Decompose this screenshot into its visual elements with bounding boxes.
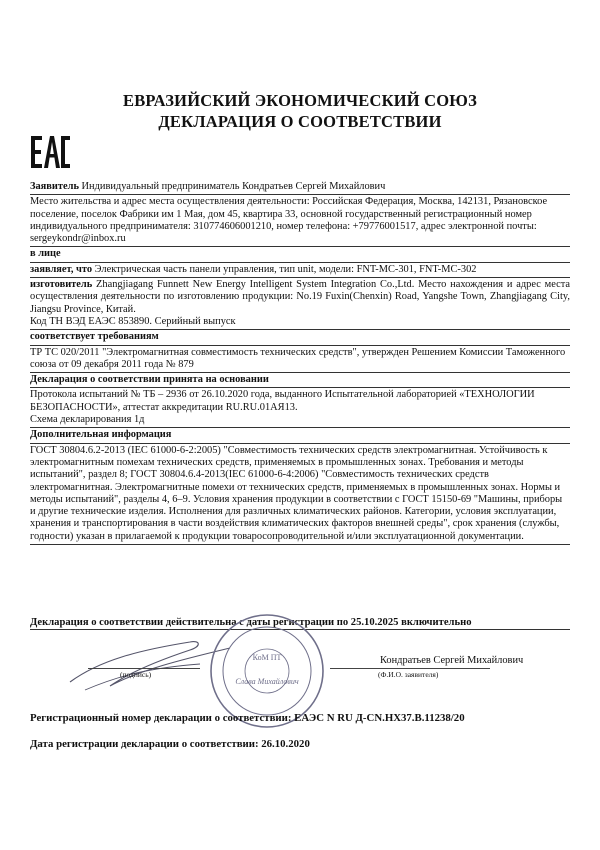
manufacturer-text xyxy=(30,279,570,316)
signer-name: Кондратьев Сергей Михайлович xyxy=(380,655,524,666)
name-line xyxy=(330,668,490,669)
validity-statement: Декларация о соответствии действительна с даты регистрации по 25.10.2025 включительно xyxy=(30,617,570,630)
manufacturer-label: изготовитель xyxy=(30,279,93,291)
svg-text:КоМ ПТ: КоМ ПТ xyxy=(252,653,282,662)
declaration-body xyxy=(30,180,570,545)
applicant-value: Индивидуальный предприниматель Кондратьев Сергей Михайлович xyxy=(78,181,386,192)
union-title: ЕВРАЗИЙСКИЙ ЭКОНОМИЧЕСКИЙ СОЮЗ xyxy=(122,91,477,110)
declares-label: заявляет, что xyxy=(30,263,93,275)
basis-scheme: Схема декларирования 1д xyxy=(30,414,145,426)
signature-line xyxy=(88,668,200,669)
person-label: в лице xyxy=(30,248,61,260)
name-caption: (Ф.И.О. заявителя) xyxy=(378,670,439,679)
eac-logo-icon xyxy=(30,132,70,172)
basis-label: Декларация о соответствии принята на основании xyxy=(30,373,570,388)
declares-value: Электрическая часть панели управления, тип unit, модели: FNT-MC-301, FNT-MC-302 xyxy=(92,263,477,275)
applicant-label: Заявитель xyxy=(30,181,79,192)
hs-code: Код ТН ВЭД ЕАЭС 853890. Серийный выпуск xyxy=(30,315,236,327)
applicant-section xyxy=(30,180,570,195)
address-text: Место жительства и адрес места осуществления деятельности: Российская Федерация, Москва, 142131, Рязановское поселение, поселок Фабрики им 1 Мая, дом 45, квартира 33, основной государственный регистрационный номер индивидуального предпринимателя: 310774606001210, номер телефона: +79776001517, адрес электронной почты: sergeykondr@inbox.ru xyxy=(30,196,548,245)
basis-section xyxy=(30,388,570,428)
manufacturer-section xyxy=(30,278,570,330)
declares-section xyxy=(30,263,570,278)
manufacturer-value: Zhangjiagang Funnett New Energy Intelligent System Integration Co.,Ltd. Место нахождения и адрес места осуществления деятельности по изготовлению продукции: No.19 Fuxin(Chenxin) Road, Yangshe Town, Zhangjiagang City, Jiangsu Province, Китай. xyxy=(30,279,570,315)
signature-caption: (подпись) xyxy=(120,670,152,679)
person-section xyxy=(30,247,570,262)
registration-number: Регистрационный номер декларации о соответствии: ЕАЭС N RU Д-CN.НХ37.В.11238/20 xyxy=(30,712,465,724)
requirements-value: ТР ТС 020/2011 "Электромагнитная совместимость технических средств", утвержден Решением Комиссии Таможенного союза от 09 декабря 2011 года № 879 xyxy=(30,346,570,374)
declaration-title: ДЕКЛАРАЦИЯ О СООТВЕТСТВИИ xyxy=(158,112,442,131)
requirements-label: соответствует требованиям xyxy=(30,330,570,345)
additional-value: ГОСТ 30804.6.2-2013 (IEC 61000-6-2:2005) "Совместимость технических средств электромагнитная. Устойчивость к электромагнитным помехам технических средств, применяемых в промышленных зонах. Требования и методы испытаний", раздел 8; ГОСТ 30804.6.4-2013(IEC 61000-6-4:2006) "Совместимость технических средств электромагнитная. Электромагнитные помехи от технических средств, применяемых в промышленных зонах. Нормы и методы испытаний", разделы 4, 6–9. Условия хранения продукции в соответствии с ГОСТ 15150-69 "Машины, приборы и другие технические изделия. Исполнения для различных климатических районов. Категории, условия эксплуатации, хранения и транспортирования в части воздействия климатических факторов внешней среды", срок хранения (службы, годности) указан в прилагаемой к продукции товаросопроводительной и/или эксплуатационной документации. xyxy=(30,444,570,545)
basis-value: Протокола испытаний № ТБ – 2936 от 26.10.2020 года, выданного Испытательной лабораторией «ТЕХНОЛОГИИ БЕЗОПАСНОСТИ», аттестат аккредитации RU.RU.01АЯ13. xyxy=(30,389,535,413)
address-section xyxy=(30,195,570,247)
svg-text:Слава Михайлович: Слава Михайлович xyxy=(235,677,299,686)
additional-label: Дополнительная информация xyxy=(30,428,570,443)
registration-date: Дата регистрации декларации о соответствии: 26.10.2020 xyxy=(30,738,310,750)
